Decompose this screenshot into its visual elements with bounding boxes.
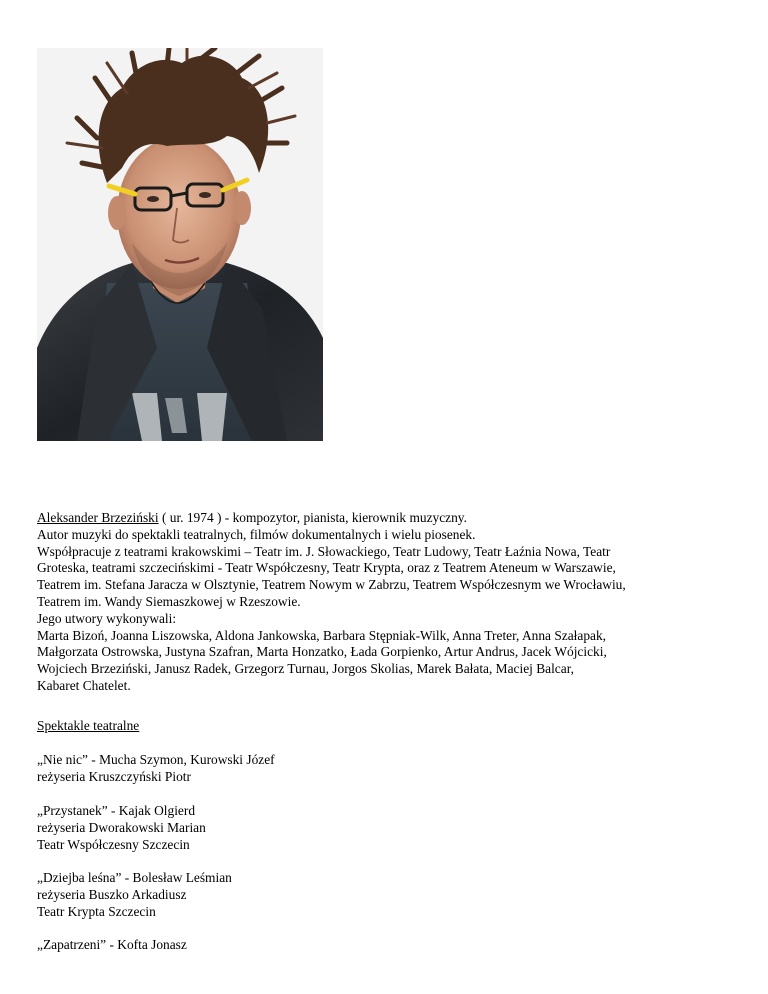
bio-line: Współpracuje z teatrami krakowskimi – Teatr im. J. Słowackiego, Teatr Ludowy, Teatr Łaźnia Nowa, Teatr (37, 543, 611, 559)
bio-intro-line (37, 510, 737, 527)
bio-name-link[interactable]: Aleksander Brzeziński (37, 510, 159, 525)
bio-line: Teatrem im. Wandy Siemaszkowej w Rzeszowie. (37, 593, 301, 609)
play-director: reżyseria Buszko Arkadiusz (37, 886, 187, 902)
bio-line: Marta Bizoń, Joanna Liszowska, Aldona Jankowska, Barbara Stępniak-Wilk, Anna Treter, Anna Szałapak, (37, 627, 607, 643)
section-title-spektakle[interactable]: Spektakle teatralne (37, 718, 140, 733)
play-entry (37, 752, 275, 786)
portrait-illustration (37, 48, 323, 441)
play-director: reżyseria Dworakowski Marian (37, 819, 206, 835)
bio-text (37, 510, 737, 695)
play-entry (37, 870, 232, 920)
bio-intro-rest: ( ur. 1974 ) - kompozytor, pianista, kierownik muzyczny. (158, 510, 467, 525)
bio-line: Teatrem im. Stefana Jaracza w Olsztynie, Teatrem Nowym w Zabrzu, Teatrem Współczesnym we Wrocławiu, (37, 577, 626, 593)
play-director: reżyseria Kruszczyński Piotr (37, 768, 191, 784)
bio-line: Kabaret Chatelet. (37, 677, 131, 693)
play-entry (37, 803, 206, 853)
play-title: „Zapatrzeni” - Kofta Jonasz (37, 937, 187, 952)
portrait-photo (37, 48, 323, 441)
play-title: „Dziejba leśna” - Bolesław Leśmian (37, 870, 232, 885)
play-entry (37, 937, 187, 954)
play-theatre: Teatr Krypta Szczecin (37, 903, 156, 919)
bio-line: Groteska, teatrami szczecińskimi - Teatr Współczesny, Teatr Krypta, oraz z Teatrem Ateneum w Warszawie, (37, 560, 616, 576)
play-title: „Przystanek” - Kajak Olgierd (37, 803, 196, 818)
play-title: „Nie nic” - Mucha Szymon, Kurowski Józef (37, 752, 275, 767)
bio-line: Wojciech Brzeziński, Janusz Radek, Grzegorz Turnau, Jorgos Skolias, Marek Bałata, Maciej Balcar, (37, 661, 574, 677)
bio-line: Autor muzyki do spektakli teatralnych, filmów dokumentalnych i wielu piosenek. (37, 526, 476, 542)
bio-line: Jego utwory wykonywali: (37, 610, 177, 626)
play-theatre: Teatr Współczesny Szczecin (37, 836, 190, 852)
bio-line: Małgorzata Ostrowska, Justyna Szafran, Marta Honzatko, Łada Gorpienko, Artur Andrus, Jacek Wójcicki, (37, 644, 607, 660)
